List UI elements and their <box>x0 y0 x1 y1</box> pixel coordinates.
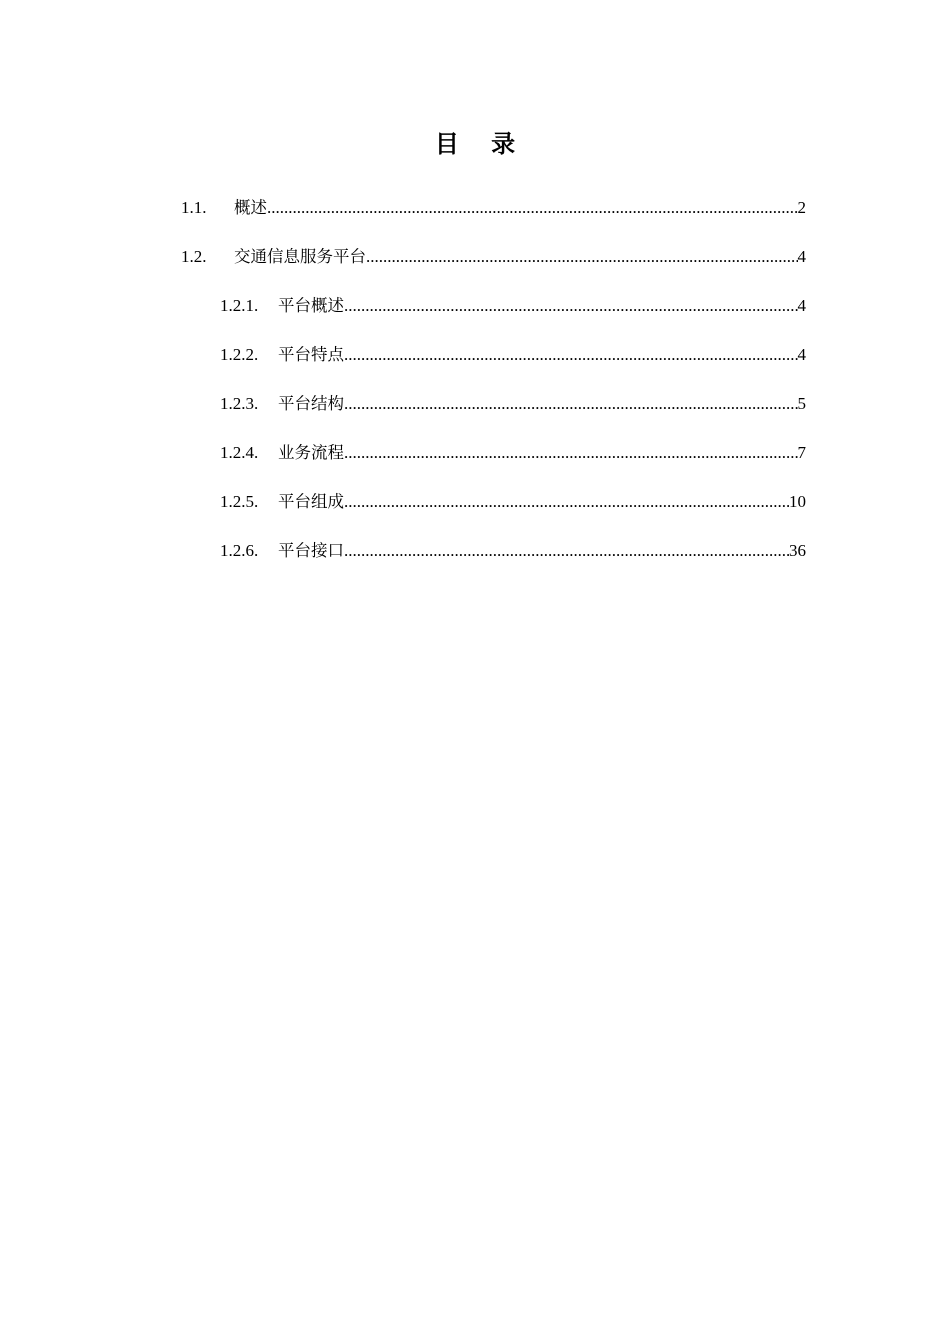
toc-entry[interactable] <box>181 192 806 224</box>
toc-entry-leader <box>344 290 798 322</box>
toc-entry-number: 1.2.5. <box>220 492 259 511</box>
toc-entry-text: 概述 <box>234 198 267 217</box>
toc-entry-number: 1.2.1. <box>220 296 259 315</box>
toc-entry-page: 36 <box>789 541 806 560</box>
toc-entry-number: 1.2.2. <box>220 345 259 364</box>
toc-entry[interactable] <box>220 486 806 518</box>
toc-entry[interactable] <box>220 339 806 371</box>
toc-entry-number: 1.2.6. <box>220 541 259 560</box>
toc-entry[interactable] <box>220 437 806 469</box>
toc-entry-number: 1.1. <box>181 198 207 217</box>
toc-entry-leader <box>344 437 798 469</box>
toc-entry[interactable] <box>220 535 806 567</box>
toc-entry-leader <box>344 535 789 567</box>
toc-entry-page: 4 <box>797 296 806 315</box>
toc-entry-page: 10 <box>789 492 806 511</box>
toc-entry-leader <box>267 192 798 224</box>
toc-entry-leader <box>344 486 789 518</box>
toc-entry-number: 1.2.4. <box>220 443 259 462</box>
toc-entry-page: 4 <box>797 247 806 266</box>
toc-entry-text: 平台概述 <box>278 296 344 315</box>
toc-entry[interactable] <box>220 388 806 420</box>
toc-entry-page: 2 <box>797 198 806 217</box>
toc-entry-text: 业务流程 <box>278 443 344 462</box>
toc-entry-text: 平台特点 <box>278 345 344 364</box>
toc-entry-number: 1.2. <box>181 247 207 266</box>
toc-entry[interactable] <box>181 241 806 273</box>
toc-entry-leader <box>366 241 798 273</box>
toc-entry-text: 平台组成 <box>278 492 344 511</box>
toc-entry[interactable] <box>220 290 806 322</box>
toc-entry-leader <box>344 388 798 420</box>
toc-entry-text: 平台结构 <box>278 394 344 413</box>
toc-entry-text: 平台接口 <box>278 541 344 560</box>
toc-entry-number: 1.2.3. <box>220 394 259 413</box>
toc-title: 目 录 <box>434 130 528 158</box>
toc-entry-page: 7 <box>797 443 806 462</box>
toc-entry-page: 4 <box>797 345 806 364</box>
toc-entry-leader <box>344 339 798 371</box>
toc-entry-text: 交通信息服务平台 <box>234 247 366 266</box>
toc-entry-page: 5 <box>797 394 806 413</box>
